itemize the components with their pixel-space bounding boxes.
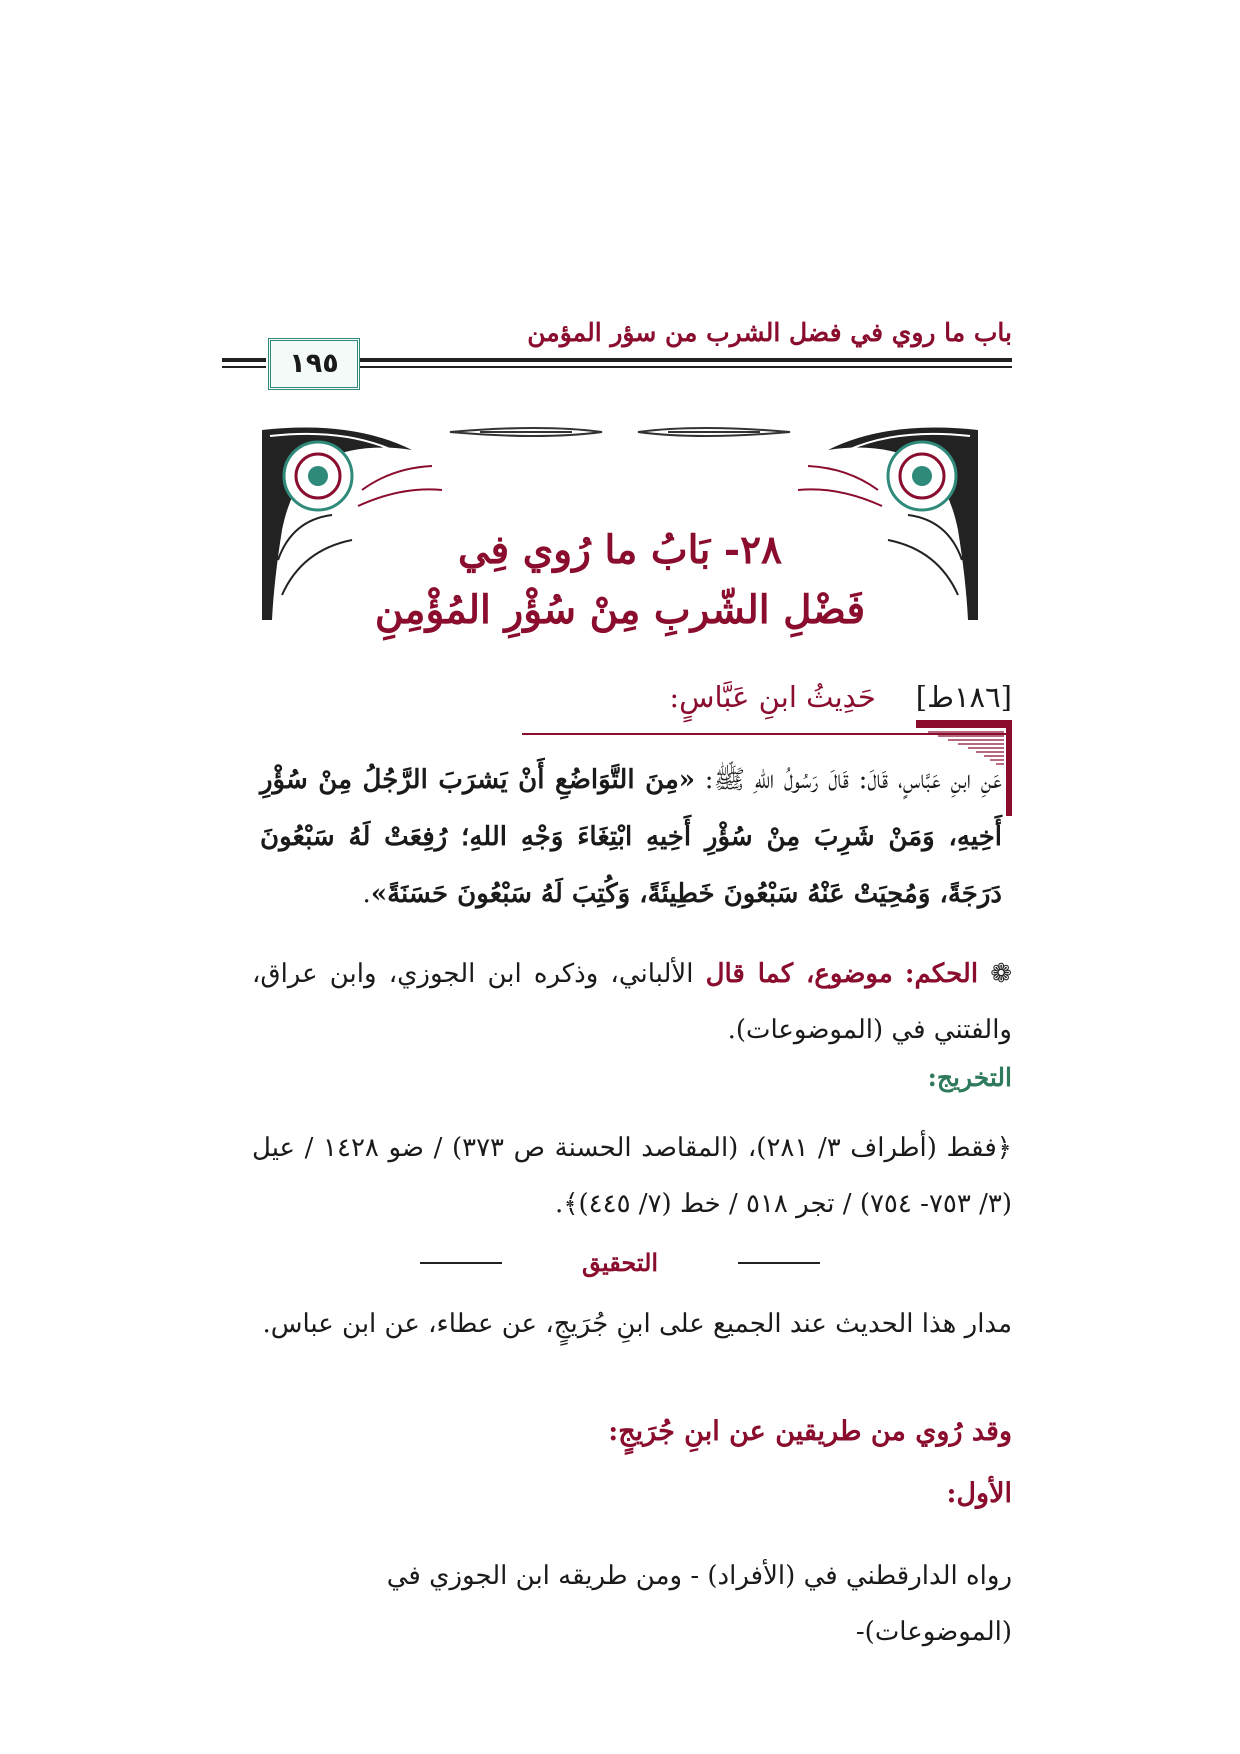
running-title: باب ما روي في فضل الشرب من سؤر المؤمن xyxy=(527,318,1012,347)
tahqiq-paragraph-2: رواه الدارقطني في (الأفراد) - ومن طريقه ابن الجوزي في (الموضوعات)- xyxy=(386,1561,1012,1647)
hadith-matn xyxy=(260,752,1002,923)
tahqiq-heading: التحقيق xyxy=(420,1243,820,1283)
chapter-title-line2: فَضْلِ الشّربِ مِنْ سُؤْرِ المُؤْمِنِ xyxy=(374,587,866,633)
first-route-heading: الأول: xyxy=(946,1478,1012,1509)
hadith-title: حَدِيثُ ابنِ عَبَّاسٍ: xyxy=(669,680,876,714)
header-rule-left xyxy=(222,358,266,362)
takhrij-text: ﴿فقط (أطراف ٣/ ٢٨١)، (المقاصد الحسنة ص ٣٧٣) / ضو ١٤٢٨ / عيل (٣/ ٧٥٣- ٧٥٤) / تجر ٥١٨ / خط (٧/ ٤٤٥)﴾. xyxy=(252,1133,1012,1219)
header-rule-right xyxy=(354,358,1012,362)
ruling-verdict: موضوع، كما قال xyxy=(705,959,893,989)
takhrij-heading: التخريج: xyxy=(927,1063,1012,1092)
matn-intro: عَنِ ابنِ عَبَّاسٍ، قَالَ: قَالَ رَسُولُ اللهِ ﷺ: xyxy=(695,765,1002,795)
header-rule-left-thin xyxy=(222,366,266,368)
header-rule-right-thin xyxy=(354,366,1012,368)
ruling-text: الألباني، وذكره ابن الجوزي، وابن عراق، والفتني في (الموضوعات). xyxy=(252,959,1012,1045)
flower-icon: ❁ xyxy=(978,959,1012,989)
tahqiq-subheading: وقد رُوي من طريقين عن ابنِ جُرَيجٍ: xyxy=(608,1416,1012,1447)
ruling-paragraph xyxy=(252,946,1012,1058)
tahqiq-paragraph-1: مدار هذا الحديث عند الجميع على ابنِ جُرَيجٍ، عن عطاء، عن ابن عباس. xyxy=(262,1309,1012,1339)
page-number: ١٩٥ xyxy=(268,338,360,390)
matn-text: «مِنَ التَّوَاضُعِ أَنْ يَشرَبَ الرَّجُلُ مِنْ سُؤْرِ أَخِيهِ، وَمَنْ شَرِبَ مِنْ سُؤْرِ أَخِيهِ ابْتِغَاءَ وَجْهِ اللهِ؛ رُفِعَتْ لَهُ سَبْعُونَ دَرَجَةً، وَمُحِيَتْ عَنْهُ سَبْعُونَ خَطِيئَةً، وَكُتِبَ لَهُ سَبْعُونَ حَسَنَةً» xyxy=(260,765,1002,909)
matn-end: . xyxy=(362,879,371,909)
hadith-number: [١٨٦ط] xyxy=(915,680,1012,714)
ruling-label: الحكم: xyxy=(904,959,979,989)
chapter-title xyxy=(300,520,940,640)
hadith-header xyxy=(312,680,1012,714)
ornament-dash-bars xyxy=(450,428,790,436)
chapter-title-line1: ٢٨- بَابُ ما رُوي فِي xyxy=(458,527,782,573)
